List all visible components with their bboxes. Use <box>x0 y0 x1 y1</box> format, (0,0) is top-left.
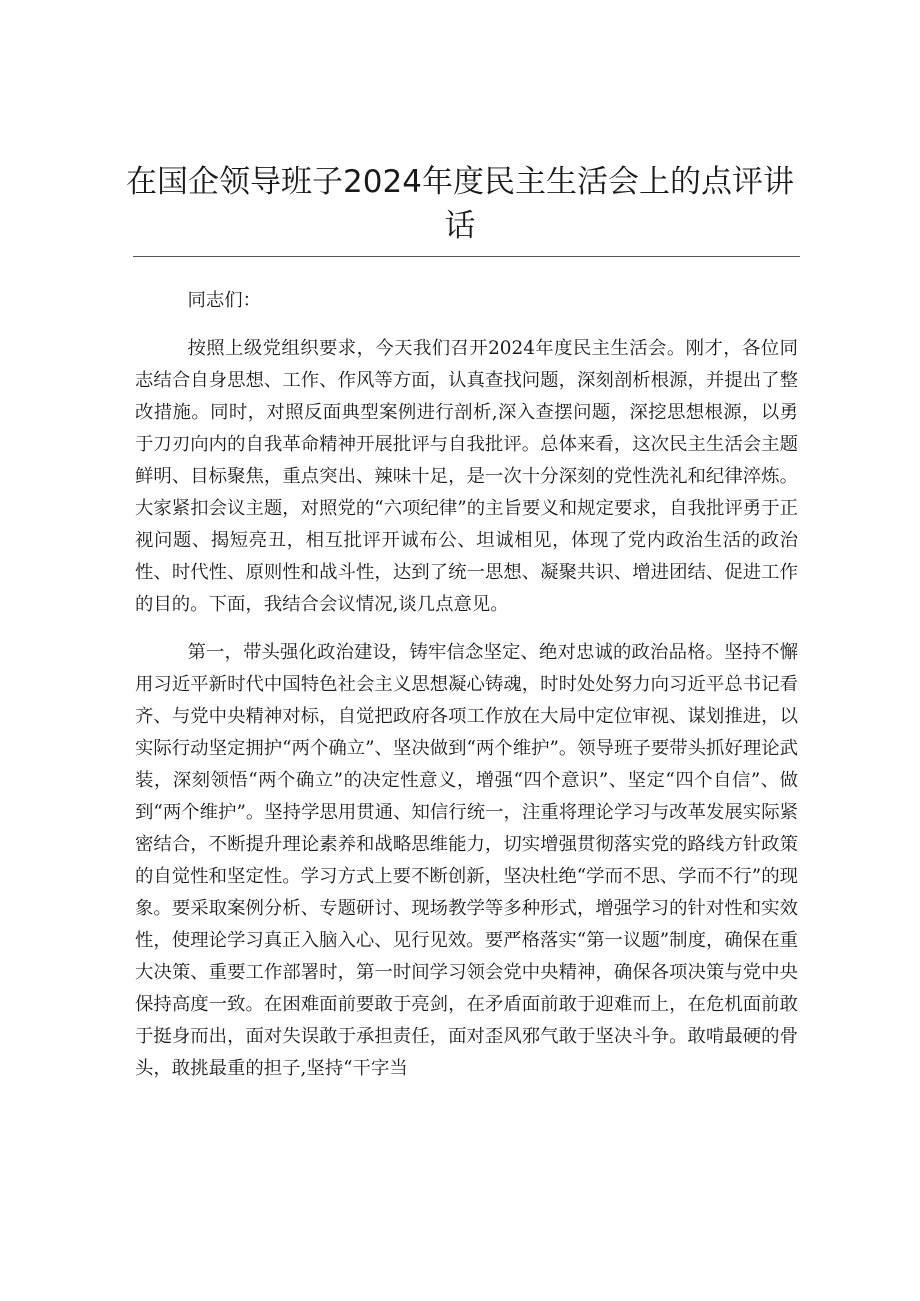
document-title: 在国企领导班子2024年度民主生活会上的点评讲话 <box>126 164 794 244</box>
title-divider <box>133 256 800 257</box>
document-body <box>135 285 798 1085</box>
paragraph-intro: 按照上级党组织要求，今天我们召开2024年度民主生活会。刚才，各位同志结合自身思想、工作、作风等方面，认真查找问题，深刻剖析根源，并提出了整改措施。同时，对照反面典型案例进行剖析,深入查摆问题，深挖思想根源，以勇于刀刃向内的自我革命精神开展批评与自我批评。总体来看，这次民主生活会主题鲜明、目标聚焦，重点突出、辣味十足，是一次十分深刻的党性洗礼和纪律淬炼。大家紧扣会议主题，对照党的“六项纪律”的主旨要义和规定要求，自我批评勇于正视问题、揭短亮丑，相互批评开诚布公、坦诚相见，体现了党内政治生活的政治性、时代性、原则性和战斗性，达到了统一思想、凝聚共识、增进团结、促进工作的目的。下面，我结合会议情况,谈几点意见。 <box>135 338 798 615</box>
salutation: 同志们： <box>187 290 262 311</box>
paragraph-first-point: 第一，带头强化政治建设，铸牢信念坚定、绝对忠诚的政治品格。坚持不懈用习近平新时代中国特色社会主义思想凝心铸魂，时时处处努力向习近平总书记看齐、与党中央精神对标，自觉把政府各项工作放在大局中定位审视、谋划推进，以实际行动坚定拥护“两个确立”、坚决做到“两个维护”。领导班子要带头抓好理论武装，深刻领悟“两个确立”的决定性意义，增强“四个意识”、坚定“四个自信”、做到“两个维护”。坚持学思用贯通、知信行统一，注重将理论学习与改革发展实际紧密结合，不断提升理论素养和战略思维能力，切实增强贯彻落实党的路线方针政策的自觉性和坚定性。学习方式上要不断创新，坚决杜绝“学而不思、学而不行”的现象。要采取案例分析、专题研讨、现场教学等多种形式，增强学习的针对性和实效性，使理论学习真正入脑入心、见行见效。要严格落实“第一议题”制度，确保在重大决策、重要工作部署时，第一时间学习领会党中央精神，确保各项决策与党中央保持高度一致。在困难面前要敢于亮剑，在矛盾面前敢于迎难而上，在危机面前敢于挺身而出，面对失误敢于承担责任，面对歪风邪气敢于坚决斗争。敢啃最硬的骨头，敢挑最重的担子,坚持“干字当 <box>135 642 798 1079</box>
